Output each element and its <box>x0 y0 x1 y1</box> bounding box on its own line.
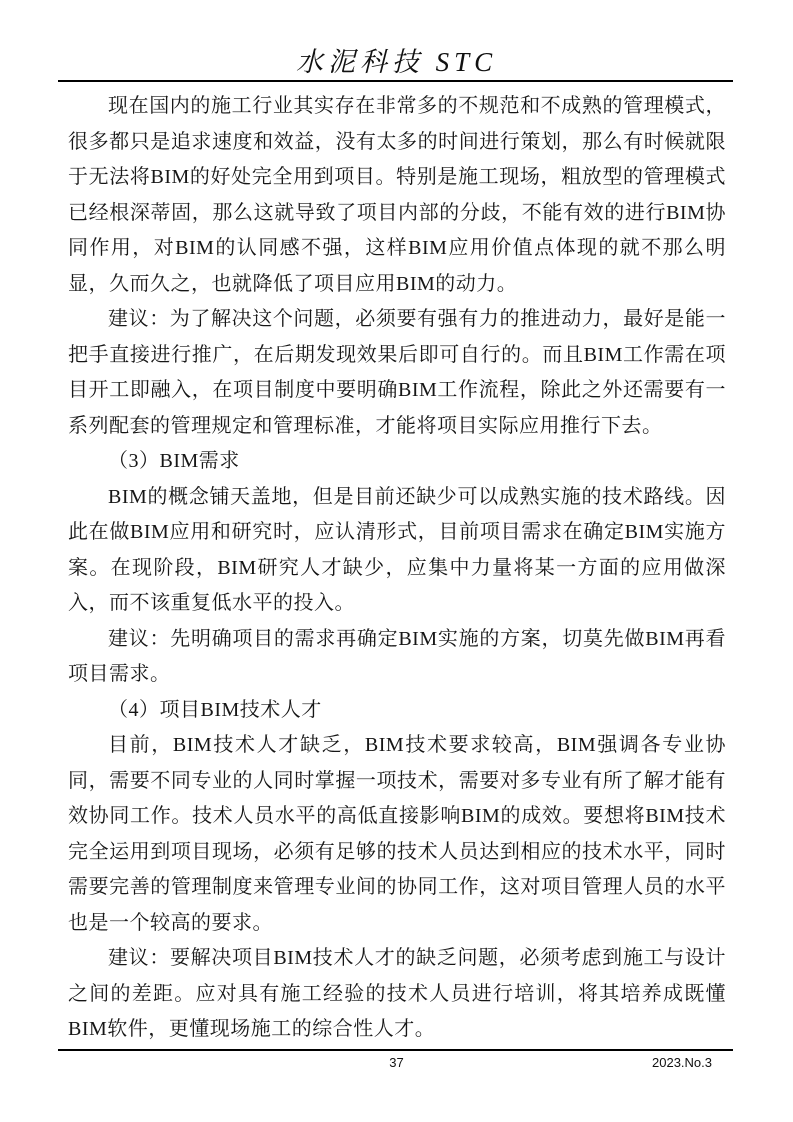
suggestion-paragraph: 建议：先明确项目的需求再确定BIM实施的方案，切莫先做BIM再看项目需求。 <box>68 627 726 685</box>
journal-masthead-title: 水泥科技 STC <box>295 47 498 77</box>
suggestion-paragraph: 建议：要解决项目BIM技术人才的缺乏问题，必须考虑到施工与设计之间的差距。应对具有施工经验的技术人员进行培训，将其培养成既懂BIM软件，更懂现场施工的综合性人才。 <box>68 947 726 1040</box>
body-paragraph: BIM的概念铺天盖地，但是目前还缺少可以成熟实施的技术路线。因此在做BIM应用和研究时，应认清形式，目前项目需求在确定BIM实施方案。在现阶段，BIM研究人才缺少，应集中力量将某一方面的应用做深入，而不该重复低水平的投入。 <box>68 485 726 614</box>
section-heading-3: （3）BIM需求 <box>108 450 240 472</box>
article-body <box>68 89 726 1048</box>
footer-page-number: 37 <box>389 1055 404 1070</box>
footer-divider-line <box>58 1049 733 1051</box>
section-heading-4: （4）项目BIM技术人才 <box>108 698 322 721</box>
footer-issue-label: 2023.No.3 <box>652 1055 712 1070</box>
header-divider-line <box>58 80 733 82</box>
body-paragraph: 目前，BIM技术人才缺乏，BIM技术要求较高，BIM强调各专业协同，需要不同专业的人同时掌握一项技术，需要对多专业有所了解才能有效协同工作。技术人员水平的高低直接影响BIM的成效。要想将BIM技术完全运用到项目现场，必须有足够的技术人员达到相应的技术水平，同时需要完善的管理制度来管理专业间的协同工作，这对项目管理人员的水平也是一个较高的要求。 <box>68 734 726 934</box>
suggestion-paragraph: 建议：为了解决这个问题，必须要有强有力的推进动力，最好是能一把手直接进行推广，在后期发现效果后即可自行的。而且BIM工作需在项目开工即融入，在项目制度中要明确BIM工作流程，除此之外还需要有一系列配套的管理规定和管理标准，才能将项目实际应用推行下去。 <box>68 308 726 437</box>
body-paragraph: 现在国内的施工行业其实存在非常多的不规范和不成熟的管理模式，很多都只是追求速度和效益，没有太多的时间进行策划，那么有时候就限于无法将BIM的好处完全用到项目。特别是施工现场，粗放型的管理模式已经根深蒂固，那么这就导致了项目内部的分歧，不能有效的进行BIM协同作用，对BIM的认同感不强，这样BIM应用价值点体现的就不那么明显，久而久之，也就降低了项目应用BIM的动力。 <box>68 95 726 295</box>
